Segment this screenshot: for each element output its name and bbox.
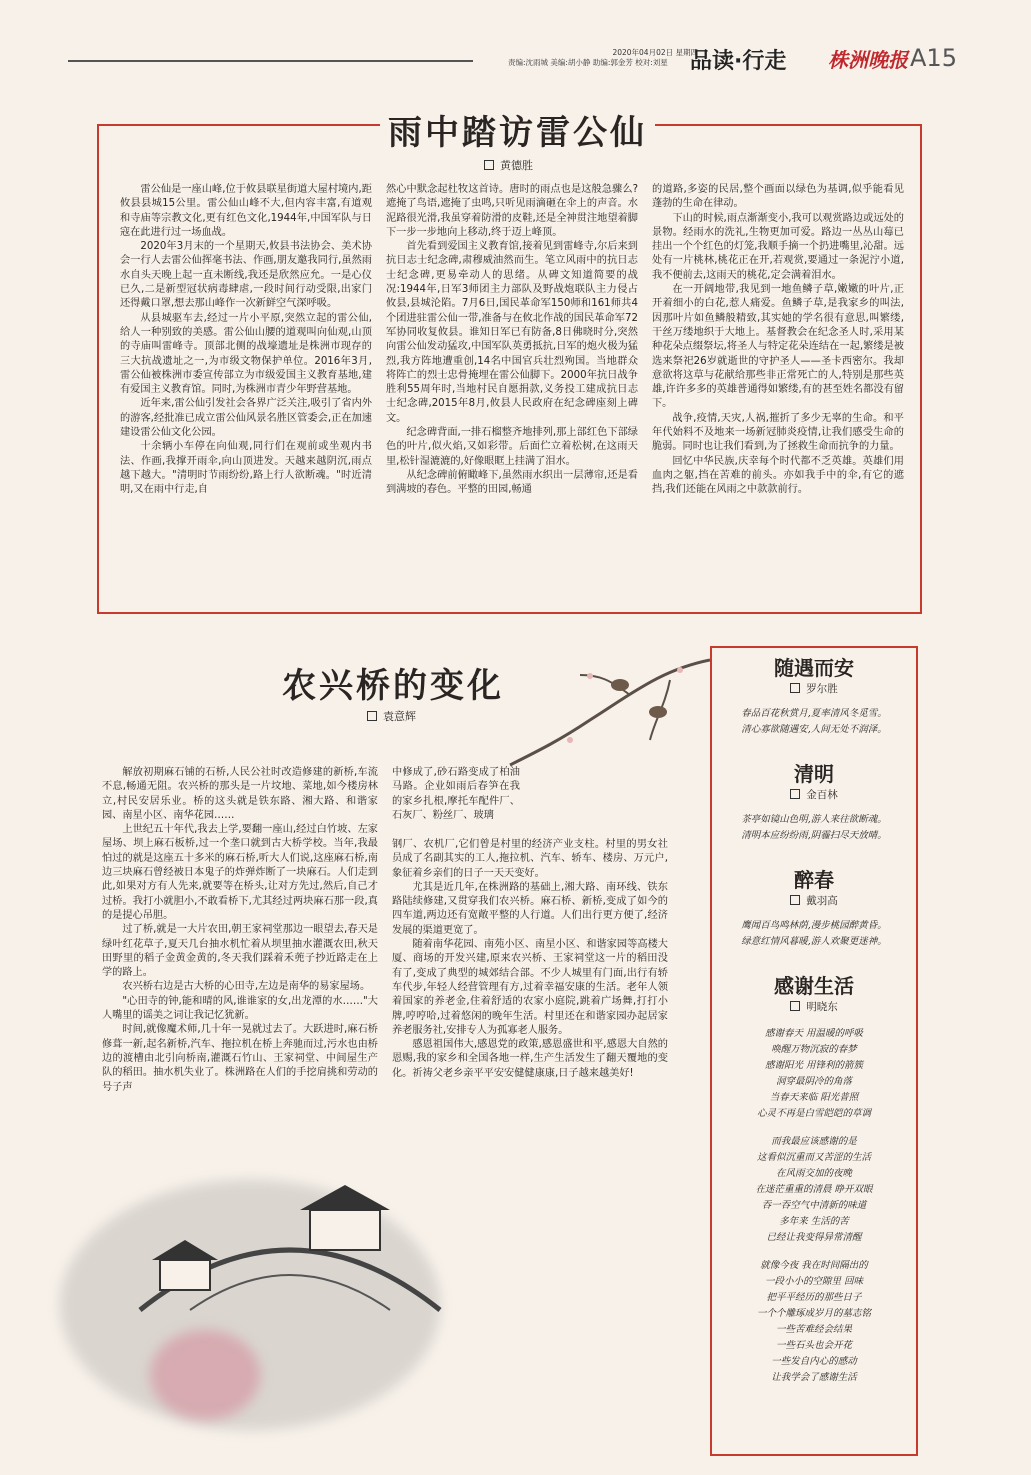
paragraph: 纪念碑背面,一排石榴整齐地排列,那上部红色下部绿色的叶片,似火焰,又如彩带。后面伫立着松树,在这雨天里,松针湿漉漉的,好像眼眶上挂满了泪水。 [386, 427, 638, 467]
poem-line: 而我最应该感谢的是 [771, 1136, 857, 1147]
poem-title: 清明 [794, 762, 834, 786]
article1-col2 [386, 183, 638, 498]
section-title: 品读·行走 [690, 49, 787, 74]
article2-col2 [392, 838, 668, 1081]
stanza-break [716, 1122, 912, 1134]
poem-line: 春品百花秋赏月,夏率清风冬觅雪。 [741, 708, 887, 719]
article1-author-name: 黄德胜 [500, 159, 533, 172]
paragraph: 雷公仙是一座山峰,位于攸县联星街道大屋村境内,距攸县县城15公里。雷公仙山峰不大,但内容丰富,有道观和寺庙等宗教文化,更有红色文化,1944年,中国军队与日寇在此进行过一场血战。 [120, 184, 372, 238]
poem-line: 在迷茫重重的清晨 睁开双眼 [755, 1184, 873, 1195]
poem-line: 感谢阳光 用锋利的箭簇 [764, 1060, 864, 1071]
poem-line: 在风雨交加的夜晚 [775, 1168, 852, 1179]
paragraph: 在一开阔地带,我见到一地鱼鳞子草,嫩嫩的叶片,正开着细小的白花,惹人痛爱。鱼鳞子草,是我家乡的叫法,因那叶片如鱼鳞般精致,其实她的学名很有意思,叫繁缕,干丝万缕地织于大地上。基督教会在纪念圣人时,采用某种花朵点缀祭坛,将圣人与特定花朵连结在一起,繁缕是被选来祭祀26岁就逝世的守护圣人——圣卡西密尔。我却意欲将这草与花献给那些非正常死亡的人,特别是那些英雄,许许多多的英雄普通得如繁缕,有的甚至姓名都没有留下。 [652, 284, 904, 410]
poem-line: 心灵不再是白雪皑皑的草调 [756, 1108, 871, 1119]
poem-line: 一段小小的空隙里 回味 [764, 1276, 864, 1287]
paragraph: 上世纪五十年代,我去上学,要翻一座山,经过白竹坡、左家屋场、坝上麻石板桥,过一个垄口就到古大桥学校。当年,我最怕过的就是这座五十多米的麻石桥,听大人们说,这座麻石桥,南边三块麻石曾经被日本鬼子的炸弹炸断了一块麻石。人们走到此,如果对方有人先来,就要等在桥头,让对方先过,然后,自己才过桥。我打小就胆小,不敢看桥下,尤其经过两块麻石那一段,真的是提心吊胆。 [102, 824, 378, 921]
poem-line: 当春天来临 阳光普照 [769, 1092, 859, 1103]
poem-line: 鹰闻百鸟鸣林荫,漫步桃园醉黄昏。 [741, 920, 887, 931]
poem-block [716, 864, 912, 950]
poem-title: 随遇而安 [774, 656, 854, 680]
article1-col3 [652, 183, 904, 498]
poem-block [716, 652, 912, 738]
paragraph: 回忆中华民族,庆幸每个时代都不乏英雄。英雄们用血肉之躯,挡在苦难的前头。亦如我手中的伞,有它的遮挡,我们还能在风雨之中款款前行。 [652, 455, 904, 496]
article1-col1 [120, 183, 372, 498]
long-poem-lines [716, 1026, 912, 1386]
paragraph: 从纪念碑前俯瞰峰下,虽然雨水织出一层薄帘,还是看到满坡的春色。平整的田园,畅通 [386, 469, 638, 496]
poem-line: 茶亭如镜山色明,游人来往欲断魂。 [741, 814, 887, 825]
article2-col1 [102, 766, 378, 1095]
article2-author [367, 708, 416, 724]
poem-line: 绿意红情风暮暖,游人欢聚更迷神。 [741, 936, 887, 947]
poem-line: 洞穿最阴冷的角落 [775, 1076, 852, 1087]
header-rule [68, 60, 473, 62]
article1-author [484, 157, 533, 173]
author-box-icon [367, 711, 377, 721]
poem-line: 一些苦难经会结果 [775, 1324, 852, 1335]
article2-col2-top [392, 766, 520, 823]
paragraph: 感恩祖国伟大,感恩党的政策,感恩盛世和平,感恩大自然的恩赐,我的家乡和全国各地一样,生产生活发生了翻天覆地的变化。祈祷父老乡亲平平安安健健康康,日子越来越美好! [392, 1039, 668, 1079]
author-box-icon [790, 683, 800, 693]
brand-logo: 株洲晚报 [828, 48, 908, 72]
header-date: 2020年04月02日 星期四 [612, 48, 698, 57]
paragraph: 然心中默念起杜牧这首诗。唐时的雨点也是这般急骤么?遮掩了鸟语,遮掩了虫鸣,只听见雨滴砸在伞上的声音。水泥路很光滑,我虽穿着防滑的皮鞋,还是全神贯注地望着脚下一步一步地向上移动,终于迈上峰顶。 [386, 184, 638, 238]
paragraph: 从县城驱车去,经过一片小平原,突然立起的雷公仙,给人一种别致的美感。雷公仙山腰的道观叫向仙观,山顶的寺庙叫雷峰寺。顶部北侧的战壕遗址是株洲市现存的三大抗战遗址之一,为市级文物保护单位。2016年3月,雷公仙被株洲市委宣传部立为市级爱国主义教育基地,建有爱国主义教育馆。同时,为株洲市青少年野营基地。 [120, 312, 372, 396]
header-meta [508, 48, 698, 68]
paragraph: 战争,疫情,天灾,人祸,摧折了多少无辜的生命。和平年代始料不及地来一场新冠肺炎疫情,让我们感受生命的脆弱。同时也让我们看到,为了拯救生命而抗争的力量。 [652, 412, 904, 453]
poem-line: 让我学会了感谢生活 [771, 1372, 857, 1383]
paragraph: 近年来,雷公仙引发社会各界广泛关注,吸引了省内外的游客,经批准已成立雷公仙风景名胜区管委会,正在加速建设雷公仙文化公园。 [120, 398, 372, 439]
poem-author-name: 戴羽高 [806, 895, 838, 907]
paragraph: 2020年3月末的一个星期天,攸县书法协会、美术协会一行人去雷公仙挥毫书法、作画,朋友邀我同行,虽然雨水自头天晚上起一直未断线,我还是欣然应允。一是心仪已久,二是新型冠状病毒肆虐,一段时间行动受限,出家门还得戴口罩,想去那山峰作一次新鲜空气深呼吸。 [120, 241, 372, 310]
poem-title: 感谢生活 [774, 974, 854, 998]
paragraph: 首先看到爱国主义教育馆,接着见到雷峰寺,尔后来到抗日志士纪念碑,肃穆威油然而生。笔立风雨中的抗日志士纪念碑,更易牵动人的思绪。从碑文知道简要的战况:1944年,日军3师团主力部队及野战炮联队主力侵占攸县,县城沦陷。7月6日,国民革命军150师和161师共4个团进驻雷公仙一带,准备与在攸北作战的国民革命军72军协同收复攸县。谁知日军已有防备,8日佛晓时分,突然向雷公仙发动猛攻,中国军队英勇抵抗,日军的炮火极为猛烈,我方阵地遭重创,14名中国官兵壮烈殉国。当地群众将阵亡的烈士忠骨掩埋在雷公仙脚下。2000年抗日战争胜利55周年时,当地村民自愿捐款,义务投工建成抗日志士纪念碑,2015年8月,攸县人民政府在纪念碑座刻上碑文。 [386, 241, 638, 424]
poem-author [716, 893, 912, 908]
author-box-icon [790, 1001, 800, 1011]
poem-line: 清心寡欲随遇安,人间无处不润泽。 [741, 724, 887, 735]
paragraph: 的道路,多姿的民居,整个画面以绿色为基调,似乎能看见蓬勃的生命在律动。 [652, 184, 904, 210]
header-editors: 责编:沈雨城 美编:胡小静 助编:郭金芳 校对:刘星 [508, 58, 668, 67]
article2-title: 农兴桥的变化 [282, 666, 504, 706]
paragraph: 随着南华花园、南苑小区、南星小区、和谐家园等高楼大厦、商场的开发兴建,原来农兴桥、王家祠堂这一片的稻田没有了,变成了典型的城郊结合部。不少人城里有门面,出行有轿车代步,年轻人经营管理有方,过着幸福安康的生活。老年人领着国家的养老金,住着舒适的农家小庭院,跳着广场舞,打打小牌,哼哼哈,过着悠闲的晚年生活。村里还在和谐家园办起居家养老服务社,安排专人为孤寡老人服务。 [392, 939, 668, 1036]
poem-line: 感谢春天 用温暖的呼吸 [764, 1028, 864, 1039]
poems-column [716, 652, 912, 1386]
poem-author [716, 787, 912, 802]
paragraph: 十余辆小车停在向仙观,同行们在观前或坐观内书法、作画,我撑开雨伞,向山顶进发。天越来越阴沉,雨点越下越大。"清明时节雨纷纷,路上行人欲断魂。"时近清明,又在雨中行走,自 [120, 441, 372, 496]
poem-author [716, 681, 912, 696]
poem-line: 就像今夜 我在时间隔出的 [760, 1260, 868, 1271]
poem-line: 一些发自内心的感动 [771, 1356, 857, 1367]
poem-line: 多年来 生活的苦 [779, 1216, 849, 1227]
stanza-break [716, 1246, 912, 1258]
poem-line: 把平平经历的那些日子 [766, 1292, 862, 1303]
page-number: A15 [910, 44, 957, 72]
poem-author-name: 罗尔胜 [806, 683, 838, 695]
poem-line: 已经让我变得异常清醒 [766, 1232, 862, 1243]
poem-author-name: 明晓东 [806, 1001, 838, 1013]
paragraph: 尤其是近几年,在株洲路的基础上,湘大路、南环线、铁东路陆续修建,又贯穿我们农兴桥。麻石桥、新桥,变成了如今的四车道,两边还有宽敞平整的人行道。人们出行更方便了,经济发展的渠道更宽了。 [392, 881, 668, 936]
poem-block [716, 758, 912, 844]
poem-line: 一个个雕琢成岁月的墓志铭 [756, 1308, 871, 1319]
article2-author-name: 袁意辉 [383, 710, 416, 723]
bridge-illustration [120, 1170, 460, 1370]
paragraph: 解放初期麻石铺的石桥,人民公社时改造修建的新桥,车流不息,畅通无阻。农兴桥的那头是一片坟地、菜地,如今楼房林立,村民安居乐业。桥的这头就是铁东路、湘大路、和谐家园、南星小区、南华花园…… [102, 767, 378, 821]
paragraph: 农兴桥右边是古大桥的心田寺,左边是南华的易家屋场。 [122, 981, 371, 993]
paragraph: 钢厂、农机厂,它们曾是村里的经济产业支柱。村里的男女社员成了名副其实的工人,拖拉机、汽车、轿车、楼房、万元户,象征着乡亲们的日子一天天变好。 [392, 839, 668, 879]
poem-line: 清明本应纷纷雨,阴霾扫尽天放晴。 [741, 830, 887, 841]
article1-title: 雨中踏访雷公仙 [380, 105, 655, 154]
poem-author-name: 金百林 [806, 789, 838, 801]
paragraph: "心田寺的钟,能和晴的风,谁谁家的女,出龙潭的水……"大人嘴里的谣美之词让我记忆犹新。 [102, 995, 378, 1022]
paragraph: 中修成了,砂石路变成了柏油马路。企业如雨后春笋在我的家乡扎根,摩托车配件厂、石灰厂、粉丝厂、玻璃 [392, 767, 520, 821]
poem-line: 唤醒万物沉寂的春梦 [771, 1044, 857, 1055]
poem-title: 醉春 [794, 868, 834, 892]
ink-branch-decoration [480, 640, 710, 770]
poem-line: 一些石头也会开花 [775, 1340, 852, 1351]
author-box-icon [790, 895, 800, 905]
author-box-icon [790, 789, 800, 799]
author-box-icon [484, 160, 494, 170]
poem-line: 这看似沉重而又苦涩的生活 [756, 1152, 871, 1163]
poem-block [716, 970, 912, 1386]
paragraph: 过了桥,就是一大片农田,朝王家祠堂那边一眼望去,春天是绿叶红花草子,夏天几台抽水机忙着从坝里抽水灌溉农田,秋天田野里的稻子金黄金黄的,冬天我们踩着禾蔸子抄近路走在上学的路上。 [102, 924, 378, 979]
poem-author [716, 999, 912, 1014]
paragraph: 下山的时候,雨点渐渐变小,我可以观赏路边或远处的景物。经雨水的洗礼,生物更加可爱。路边一丛丛山莓已挂出一个个红色的灯笼,我顺手摘一个扔进嘴里,沁甜。远处有一片桃林,桃花正在开,若观赏,要通过一条泥泞小道,我不便前去,这雨天的桃花,定会满着泪水。 [652, 212, 904, 281]
poem-line: 吞一吞空气中清新的味道 [761, 1200, 867, 1211]
paragraph: 时间,就像魔术师,几十年一晃就过去了。大跃进时,麻石桥修葺一新,起名新桥,汽车、拖拉机在桥上奔驰而过,污水也由桥边的渡槽由北引向桥南,灌溉石竹山、王家祠堂、中间屋生产队的稻田。抽水机失业了。株洲路在人们的手挖肩挑和劳动的号子声 [102, 1024, 378, 1093]
